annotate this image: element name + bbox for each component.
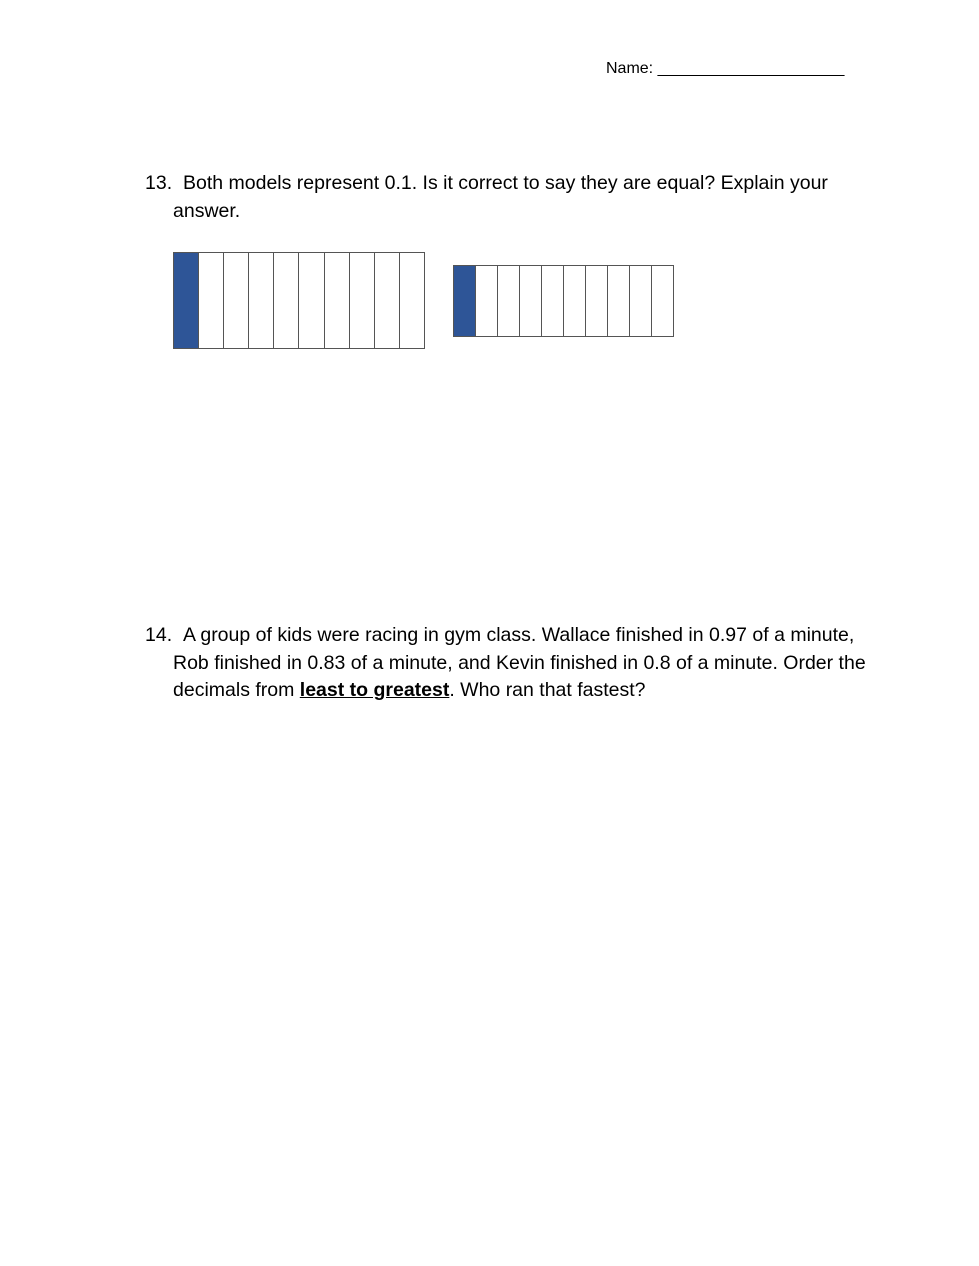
model-cell-shaded — [174, 253, 198, 348]
model-cell — [298, 253, 323, 348]
question-13-line-2: answer. — [173, 199, 241, 222]
name-line: Name: _____________________ — [606, 60, 845, 77]
question-14-text-after: . Who ran that fastest? — [449, 679, 646, 701]
tenths-model-large — [173, 252, 425, 349]
model-cell — [607, 266, 629, 336]
model-cell — [324, 253, 349, 348]
question-13-line-1: Both models represent 0.1. Is it correct to say they are equal? Explain your — [183, 172, 828, 194]
model-cell — [198, 253, 223, 348]
model-cell — [585, 266, 607, 336]
model-cell — [248, 253, 273, 348]
model-cell — [541, 266, 563, 336]
question-13-number: 13. — [145, 172, 173, 194]
question-14-emphasis: least to greatest — [299, 679, 450, 701]
model-cell — [563, 266, 585, 336]
model-cell — [223, 253, 248, 348]
model-cell — [374, 253, 399, 348]
model-cell — [475, 266, 497, 336]
model-cell-shaded — [454, 266, 475, 336]
question-14 — [145, 622, 875, 705]
model-cell — [519, 266, 541, 336]
question-13 — [145, 170, 875, 225]
model-cell — [273, 253, 298, 348]
question-14-number: 14. — [145, 624, 173, 646]
question-13-text — [173, 170, 875, 225]
model-cell — [349, 253, 374, 348]
model-cell — [497, 266, 519, 336]
model-cell — [629, 266, 651, 336]
tenths-model-small — [453, 265, 674, 337]
model-cell — [651, 266, 673, 336]
question-14-text-before: A group of kids were racing in gym class. Wallace finished in 0.97 of a minute, Rob finished in 0.83 of a minute, and Kevin finished in 0.8 of a minute. Order the decimals from — [173, 624, 866, 701]
model-cell — [399, 253, 424, 348]
question-14-text — [173, 622, 875, 705]
